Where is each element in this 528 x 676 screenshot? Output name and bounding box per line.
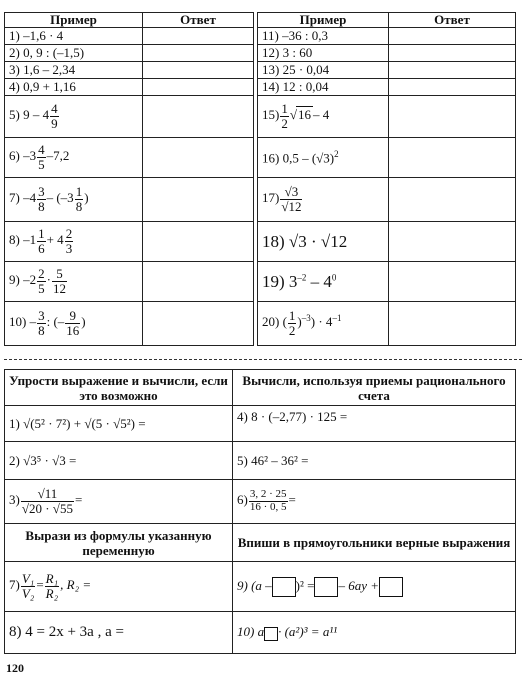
fill-10 bbox=[233, 612, 516, 654]
example-7-mid: – (–3 bbox=[46, 190, 74, 206]
frac-num: V₁ bbox=[21, 571, 35, 587]
exponent: –3 bbox=[301, 313, 311, 324]
example-15 bbox=[258, 96, 389, 138]
example-1: 1) –1,6 · 4 bbox=[5, 28, 143, 45]
frac-den: 16 bbox=[66, 323, 80, 338]
frac-num: 1 bbox=[288, 308, 296, 324]
left-examples-table bbox=[4, 12, 254, 346]
frac-num: 3 bbox=[38, 184, 45, 200]
frac-den: V₂ bbox=[21, 586, 35, 601]
example-9-mid: · bbox=[46, 272, 51, 288]
example-5-label: 5) 9 – 4 bbox=[9, 107, 50, 123]
example-14: 14) 12 : 0,04 bbox=[258, 79, 389, 96]
answer-box[interactable] bbox=[272, 577, 296, 597]
frac-num: 5 bbox=[52, 267, 67, 282]
example-19 bbox=[258, 262, 389, 302]
answer-cell-14[interactable] bbox=[389, 79, 516, 96]
answer-cell-8[interactable] bbox=[143, 222, 254, 262]
answer-cell-5[interactable] bbox=[143, 96, 254, 138]
calc-5[interactable]: 5) 46² – 36² = bbox=[233, 442, 516, 480]
example-7 bbox=[5, 178, 143, 222]
example-13: 13) 25 · 0,04 bbox=[258, 62, 389, 79]
page-number: 120 bbox=[6, 661, 24, 675]
frac-num: 1 bbox=[75, 184, 83, 200]
frac-num: 4 bbox=[51, 101, 58, 117]
fill-9 bbox=[233, 562, 516, 612]
example-2: 2) 0, 9 : (–1,5) bbox=[5, 45, 143, 62]
formula-7-tail: , R₂ = bbox=[60, 577, 92, 593]
frac-den: √20 · √55 bbox=[21, 501, 73, 516]
example-3: 3) 1,6 – 2,34 bbox=[5, 62, 143, 79]
example-16 bbox=[258, 138, 389, 178]
frac-den: 5 bbox=[38, 157, 45, 172]
answer-cell-7[interactable] bbox=[143, 178, 254, 222]
answer-cell-15[interactable] bbox=[389, 96, 516, 138]
example-10 bbox=[5, 302, 143, 346]
answer-box[interactable] bbox=[264, 627, 278, 641]
exponent: 2 bbox=[334, 148, 339, 159]
example-4: 4) 0,9 + 1,16 bbox=[5, 79, 143, 96]
answer-cell-10[interactable] bbox=[143, 302, 254, 346]
frac-num: 9 bbox=[65, 309, 80, 324]
example-10-label: 10) – bbox=[9, 314, 37, 330]
task-header-simplify: Упрости выражение и вычисли, если это возможно bbox=[5, 370, 233, 406]
answer-cell-16[interactable] bbox=[389, 138, 516, 178]
frac-num: 2 bbox=[65, 226, 73, 242]
example-5 bbox=[5, 96, 143, 138]
answer-cell-9[interactable] bbox=[143, 262, 254, 302]
answer-cell-11[interactable] bbox=[389, 28, 516, 45]
example-17-label: 17) bbox=[262, 190, 280, 206]
example-6-label: 6) –3 bbox=[9, 148, 37, 164]
calc-6-tail: = bbox=[288, 492, 296, 508]
example-20 bbox=[258, 302, 389, 346]
formula-7[interactable] bbox=[5, 562, 233, 612]
fill-9-tail: – 6ay + bbox=[338, 577, 380, 593]
example-6-tail: –7,2 bbox=[46, 148, 70, 164]
example-19-mid: – 4 bbox=[306, 271, 332, 291]
answer-cell-12[interactable] bbox=[389, 45, 516, 62]
simplify-2[interactable]: 2) √3⁵ · √3 = bbox=[5, 442, 233, 480]
example-19-label: 19) 3 bbox=[262, 271, 298, 291]
header-example: Пример bbox=[5, 13, 143, 28]
right-examples-table bbox=[257, 12, 516, 346]
close-paren: ) bbox=[297, 314, 302, 330]
answer-cell-17[interactable] bbox=[389, 178, 516, 222]
fill-9-label: 9) (a – bbox=[237, 577, 272, 593]
answer-cell-18[interactable] bbox=[389, 222, 516, 262]
task-header-fill: Впиши в прямоугольники верные выражения bbox=[233, 524, 516, 562]
example-20-label: 20) ( bbox=[262, 314, 287, 330]
frac-num: 2 bbox=[38, 266, 45, 282]
frac-num: 3 bbox=[38, 308, 45, 324]
example-8-mid: + 4 bbox=[46, 232, 64, 248]
frac-den: 12 bbox=[52, 281, 66, 296]
tasks-table bbox=[4, 369, 516, 654]
frac-num: 1 bbox=[38, 226, 45, 242]
frac-den: 9 bbox=[51, 116, 58, 131]
answer-cell-6[interactable] bbox=[143, 138, 254, 178]
example-20-tail: ) · 4 bbox=[310, 314, 333, 330]
formula-8[interactable]: 8) 4 = 2x + 3a , a = bbox=[5, 612, 233, 654]
frac-num: 3, 2 · 25 bbox=[249, 488, 287, 501]
frac-den: R₂ bbox=[45, 586, 59, 601]
sqrt-sign: √ bbox=[289, 107, 297, 123]
example-16-label: 16) 0,5 – (√3) bbox=[262, 150, 335, 166]
simplify-3-tail: = bbox=[74, 492, 83, 508]
frac-den: 6 bbox=[38, 241, 45, 256]
calc-6[interactable] bbox=[233, 480, 516, 524]
frac-num: R₁ bbox=[45, 571, 59, 587]
frac-den: √12 bbox=[281, 199, 302, 214]
frac-den: 2 bbox=[281, 116, 288, 131]
frac-den: 5 bbox=[38, 281, 45, 296]
calc-6-label: 6) bbox=[237, 492, 248, 508]
header-example: Пример bbox=[258, 13, 389, 28]
simplify-1[interactable]: 1) √(5² · 7²) + √(5 · √5²) = bbox=[5, 406, 233, 442]
frac-den: 8 bbox=[38, 199, 45, 214]
example-8-label: 8) –1 bbox=[9, 232, 37, 248]
fill-10-label: 10) a bbox=[237, 624, 265, 640]
answer-cell-1[interactable] bbox=[143, 28, 254, 45]
answer-cell-20[interactable] bbox=[389, 302, 516, 346]
answer-cell-19[interactable] bbox=[389, 262, 516, 302]
example-18: 18) √3 · √12 bbox=[258, 222, 389, 262]
exponent: –2 bbox=[297, 271, 307, 282]
answer-cell-4[interactable] bbox=[143, 79, 254, 96]
exponent: 0 bbox=[331, 271, 337, 282]
example-7-label: 7) –4 bbox=[9, 190, 37, 206]
header-answer: Ответ bbox=[143, 13, 254, 28]
frac-den: 3 bbox=[65, 241, 73, 256]
simplify-3[interactable] bbox=[5, 480, 233, 524]
frac-num: √11 bbox=[21, 487, 74, 502]
example-8 bbox=[5, 222, 143, 262]
example-15-tail: – 4 bbox=[312, 107, 330, 123]
frac-den: 16 · 0, 5 bbox=[249, 501, 287, 513]
task-header-rational: Вычисли, используя приемы рационального счета bbox=[233, 370, 516, 406]
frac-den: 8 bbox=[38, 323, 45, 338]
example-10-tail: ) bbox=[81, 314, 86, 330]
fill-10-tail: · (a²)³ = a¹¹ bbox=[278, 624, 338, 640]
frac-num: 1 bbox=[281, 101, 288, 117]
radicand: 16 bbox=[297, 107, 311, 123]
example-6 bbox=[5, 138, 143, 178]
example-9-label: 9) –2 bbox=[9, 272, 37, 288]
answer-box[interactable] bbox=[314, 577, 338, 597]
answer-box[interactable] bbox=[379, 577, 403, 597]
frac-num: √3 bbox=[280, 185, 302, 200]
task-header-express: Вырази из формулы указанную переменную bbox=[5, 524, 233, 562]
answer-cell-2[interactable] bbox=[143, 45, 254, 62]
example-17 bbox=[258, 178, 389, 222]
answer-cell-3[interactable] bbox=[143, 62, 254, 79]
simplify-3-label: 3) bbox=[9, 492, 20, 508]
fill-9-mid: )² = bbox=[295, 577, 315, 593]
example-11: 11) –36 : 0,3 bbox=[258, 28, 389, 45]
example-7-tail: ) bbox=[84, 190, 89, 206]
formula-7-label: 7) bbox=[9, 577, 20, 593]
example-10-mid: : (– bbox=[46, 314, 65, 330]
header-answer: Ответ bbox=[389, 13, 516, 28]
example-9 bbox=[5, 262, 143, 302]
answer-cell-13[interactable] bbox=[389, 62, 516, 79]
equals-sign: = bbox=[36, 577, 44, 593]
example-15-label: 15) bbox=[262, 107, 280, 123]
example-12: 12) 3 : 60 bbox=[258, 45, 389, 62]
frac-num: 4 bbox=[38, 142, 45, 158]
exponent: –1 bbox=[332, 313, 342, 324]
frac-den: 8 bbox=[75, 199, 83, 214]
cut-line bbox=[4, 359, 522, 360]
calc-4[interactable]: 4) 8 · (–2,77) · 125 = bbox=[233, 406, 516, 442]
frac-den: 2 bbox=[288, 323, 296, 338]
